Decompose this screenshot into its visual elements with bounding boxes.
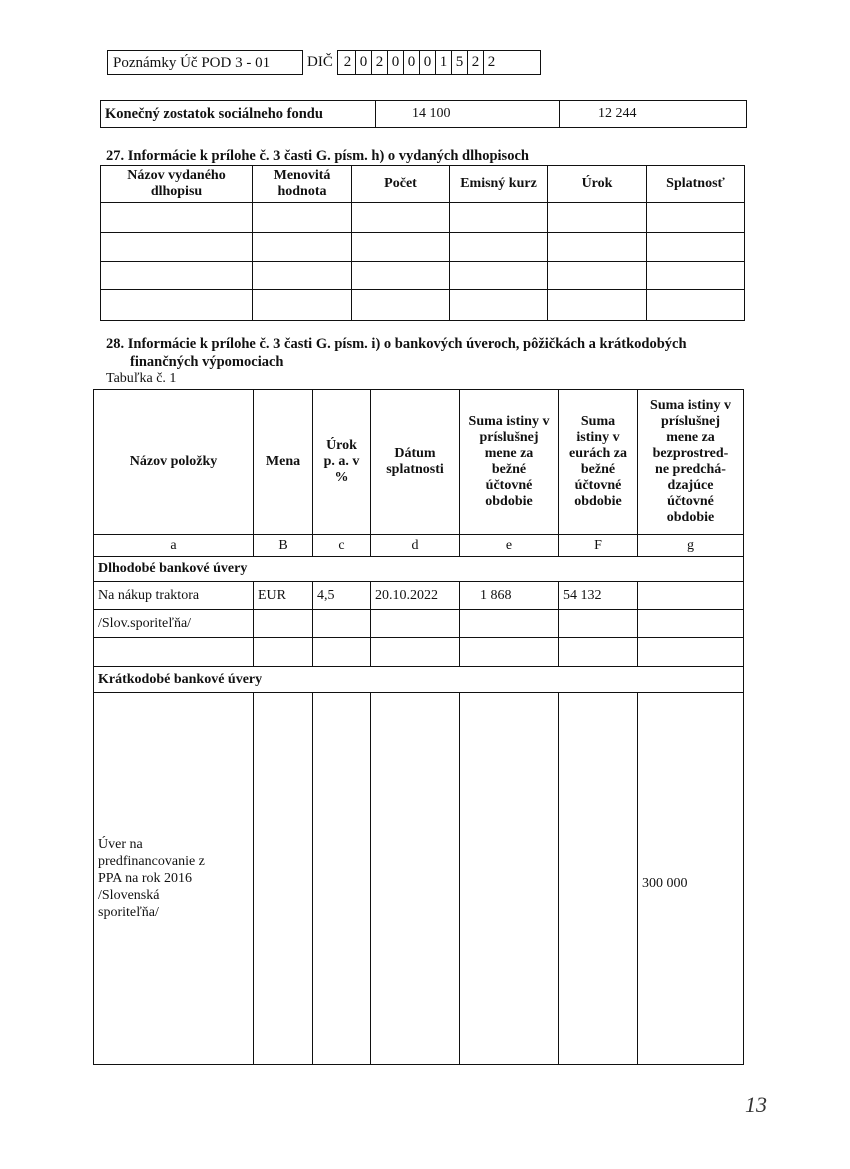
short-loan-amount-previous: 300 000 (638, 693, 744, 1065)
table-row (94, 610, 744, 638)
long-term-label: Dlhodobé bankové úvery (94, 557, 744, 582)
dic-digit: 2 (340, 51, 356, 74)
social-fund-current: 14 100 (376, 101, 560, 128)
dic-label: DIČ (307, 54, 333, 70)
loan-currency (254, 610, 313, 638)
col-interest: Úrok (548, 166, 647, 203)
table-row (94, 638, 744, 667)
table-row (94, 582, 744, 610)
dic-digit: 5 (452, 51, 468, 74)
dic-digit: 0 (404, 51, 420, 74)
loan-rate (313, 610, 371, 638)
col-amount-previous: Suma istiny v príslušnej mene za bezprostred-ne predchá-dzajúce účtovné obdobie (638, 390, 744, 535)
table-row (101, 262, 745, 290)
loan-amount-previous (638, 610, 744, 638)
column-letter: B (254, 535, 313, 557)
loan-amount-previous (638, 582, 744, 610)
column-letter: a (94, 535, 254, 557)
col-rate: Úrok p. a. v % (313, 390, 371, 535)
section28-title-line1: 28. Informácie k prílohe č. 3 časti G. písm. i) o bankových úveroch, pôžičkách a krátkodobých (106, 336, 687, 352)
form-code-box (107, 50, 303, 75)
loan-name: /Slov.sporiteľňa/ (94, 610, 254, 638)
col-bond-name: Názov vydaného dlhopisu (101, 166, 253, 203)
loan-name: Na nákup traktora (94, 582, 254, 610)
table-row (101, 290, 745, 321)
loan-amount-eur: 54 132 (559, 582, 638, 610)
section27-title: 27. Informácie k prílohe č. 3 časti G. písm. h) o vydaných dlhopisoch (106, 148, 529, 164)
section28-title-line2: finančných výpomociach (130, 354, 284, 370)
page-number: 13 (745, 1092, 767, 1117)
loan-rate: 4,5 (313, 582, 371, 610)
column-letter: F (559, 535, 638, 557)
col-count: Počet (352, 166, 450, 203)
loan-due-date: 20.10.2022 (371, 582, 460, 610)
col-nominal-value: Menovitá hodnota (253, 166, 352, 203)
loan-amount-eur (559, 610, 638, 638)
dic-digits-box (337, 50, 541, 75)
dic-digit: 2 (468, 51, 484, 74)
col-currency: Mena (254, 390, 313, 535)
dic-digit: 1 (436, 51, 452, 74)
col-issue-rate: Emisný kurz (450, 166, 548, 203)
table-row (101, 203, 745, 233)
form-code: Poznámky Úč POD 3 - 01 (113, 55, 271, 71)
loan-due-date (371, 610, 460, 638)
col-amount-eur: Suma istiny v eurách za bežné účtovné obdobie (559, 390, 638, 535)
table-row (94, 693, 744, 1065)
bonds-table (100, 165, 745, 321)
loan-currency: EUR (254, 582, 313, 610)
short-loan-name: Úver na predfinancovanie z PPA na rok 2016 /Slovenská sporiteľňa/ (94, 693, 254, 1065)
dic-digit: 0 (420, 51, 436, 74)
column-letters-row (94, 535, 744, 557)
col-due-date: Dátum splatnosti (371, 390, 460, 535)
dic-digit: 2 (372, 51, 388, 74)
loans-table (93, 389, 744, 1065)
dic-digit: 0 (356, 51, 372, 74)
loan-amount-currency: 1 868 (460, 582, 559, 610)
col-item-name: Názov položky (94, 390, 254, 535)
loan-amount-currency (460, 610, 559, 638)
table-label: Tabuľka č. 1 (106, 371, 177, 386)
dic-digit: 2 (487, 54, 496, 70)
column-letter: e (460, 535, 559, 557)
column-letter: c (313, 535, 371, 557)
dic-digit: 0 (388, 51, 404, 74)
col-amount-currency: Suma istiny v príslušnej mene za bežné účtovné obdobie (460, 390, 559, 535)
column-letter: g (638, 535, 744, 557)
social-fund-previous: 12 244 (560, 101, 747, 128)
table-row (101, 233, 745, 262)
col-maturity: Splatnosť (647, 166, 745, 203)
social-fund-label: Konečný zostatok sociálneho fondu (101, 101, 376, 128)
social-fund-table (100, 100, 747, 128)
column-letter: d (371, 535, 460, 557)
short-term-label: Krátkodobé bankové úvery (94, 667, 744, 693)
